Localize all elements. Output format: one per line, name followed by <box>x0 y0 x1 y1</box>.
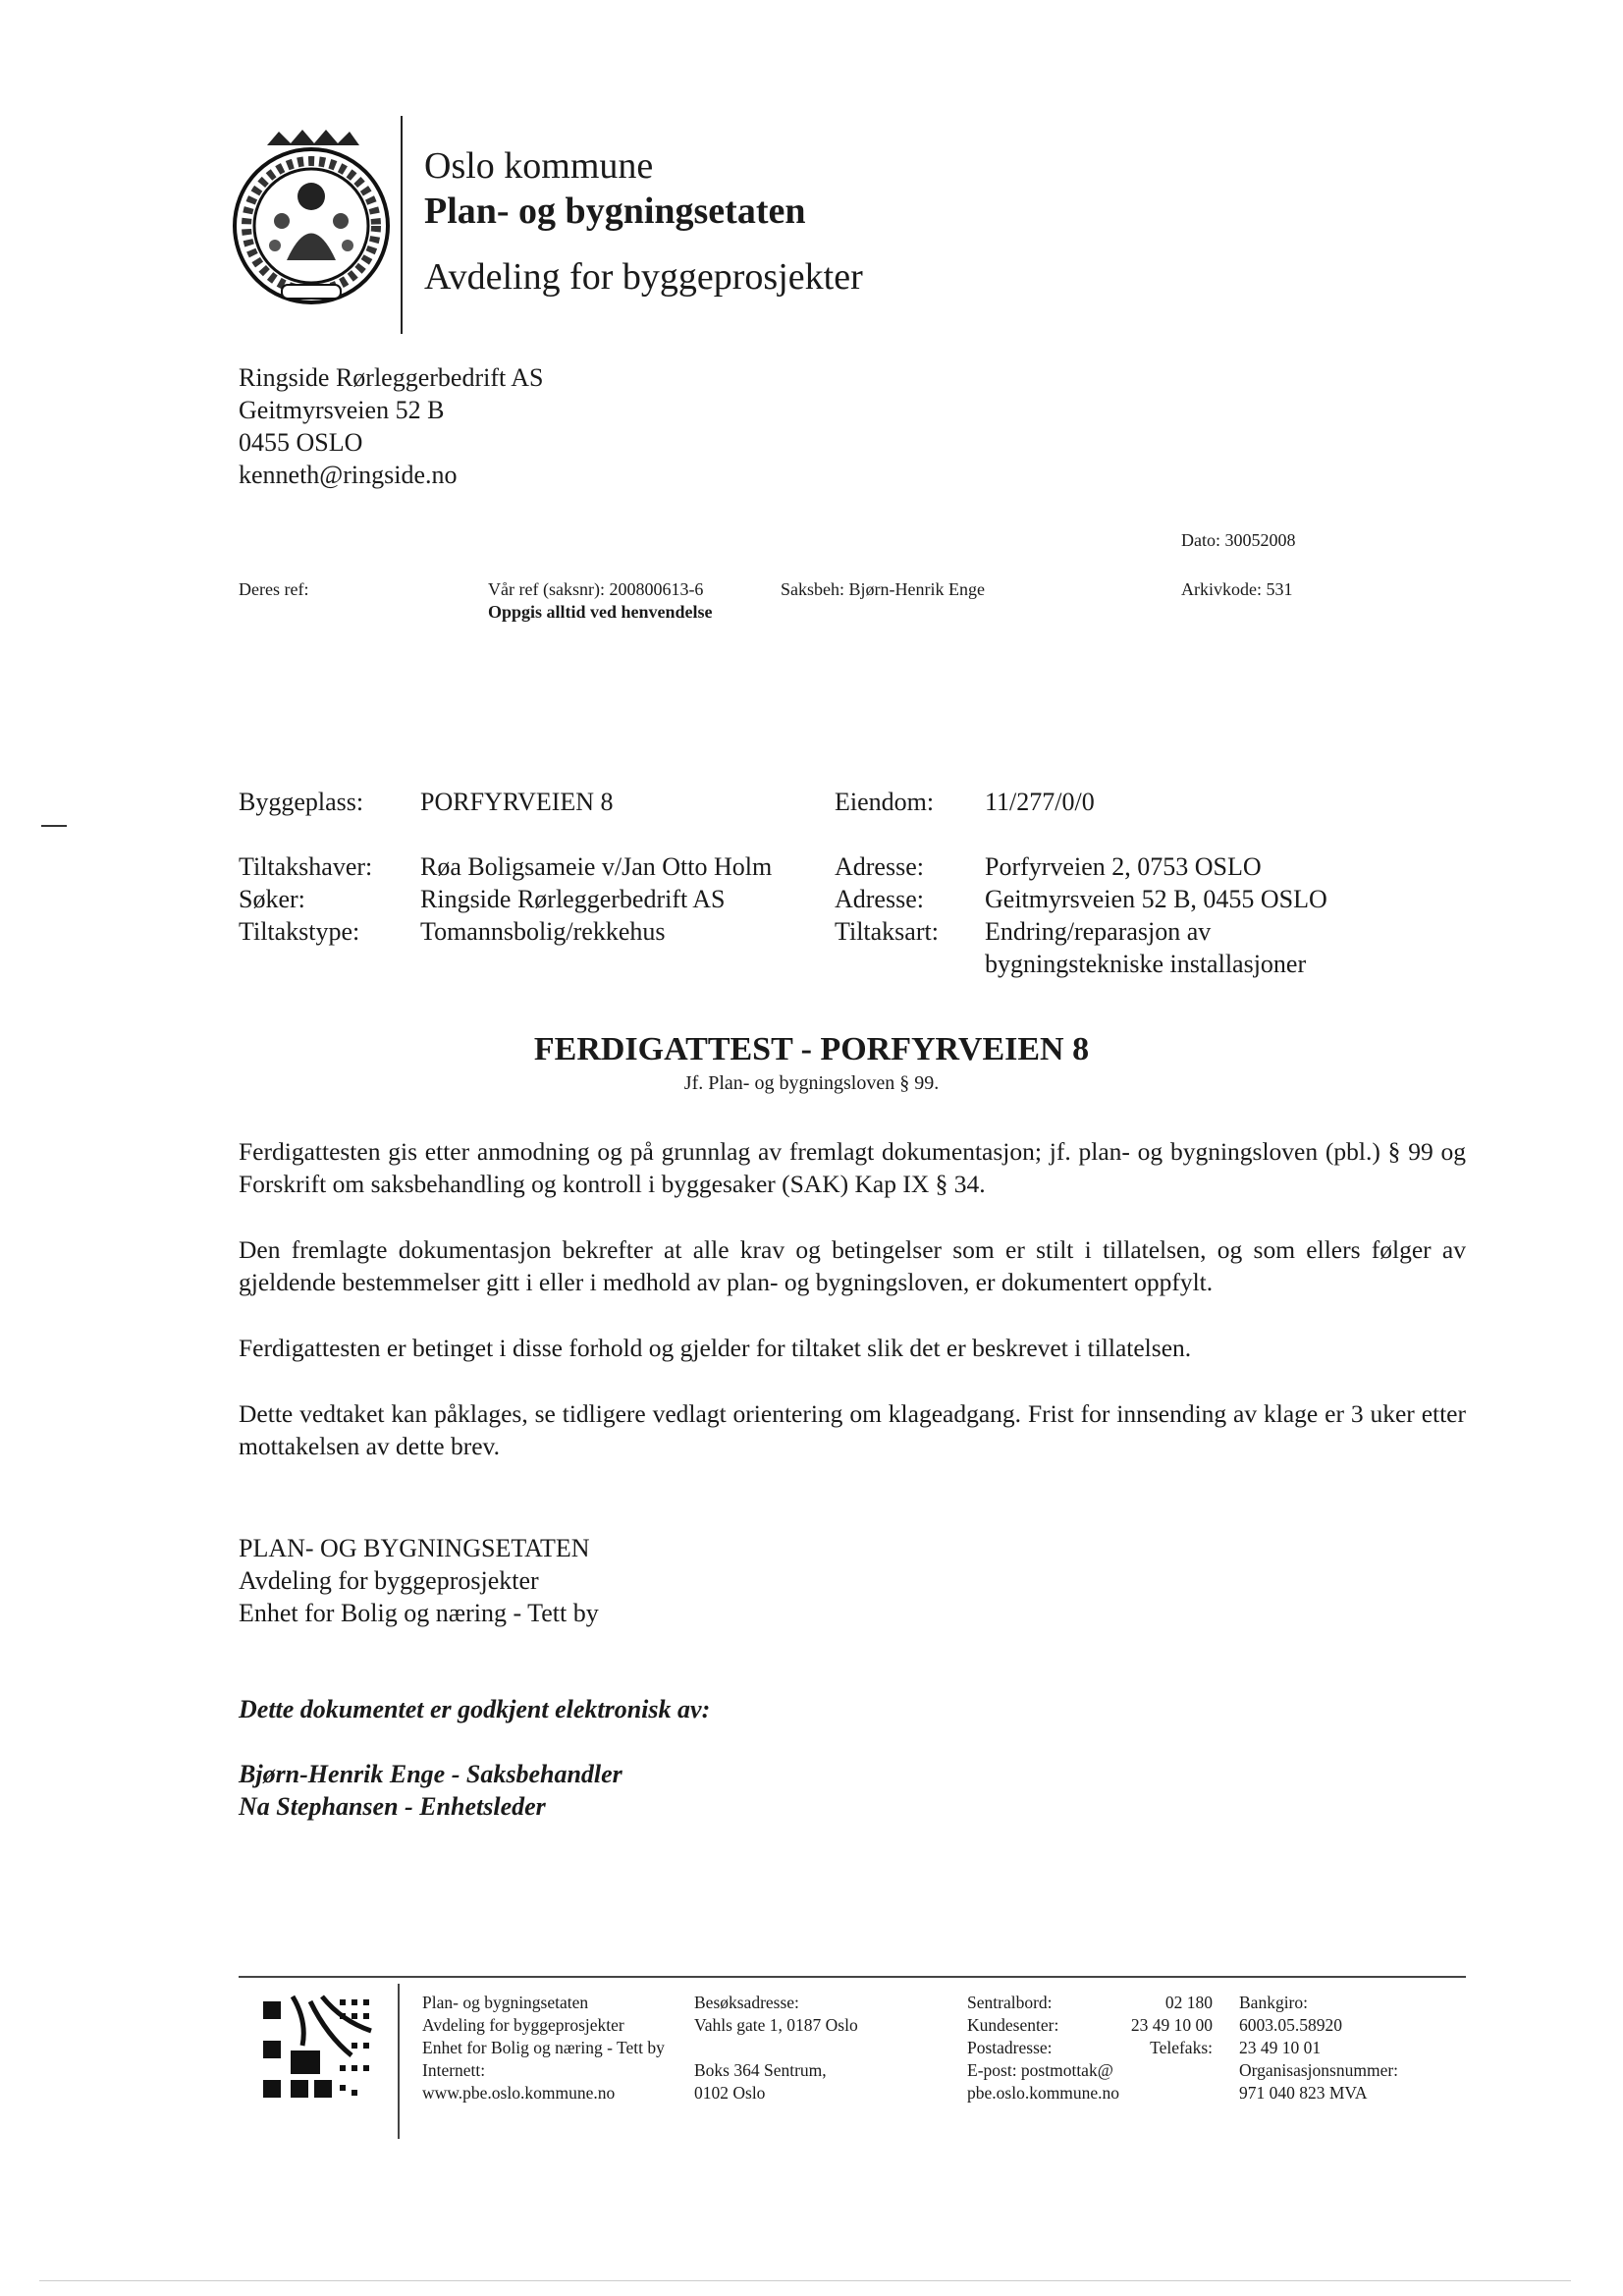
deres-ref: Deres ref: <box>239 579 309 599</box>
signer-1: Bjørn-Henrik Enge - Saksbehandler <box>239 1760 622 1788</box>
fold-mark <box>41 825 67 827</box>
footer-col-3b <box>1105 1992 1213 2059</box>
value-tiltaksart-2: bygningstekniske installasjoner <box>985 950 1307 978</box>
value-tiltaksart-1: Endring/reparasjon av <box>985 917 1212 946</box>
scan-edge <box>39 2280 1571 2281</box>
footer-col-4 <box>1239 1992 1398 2105</box>
recipient-street: Geitmyrsveien 52 B <box>239 396 445 424</box>
dept-name: Plan- og bygningsetaten <box>424 191 806 232</box>
footer-c2-3: Boks 364 Sentrum, <box>694 2060 827 2080</box>
footer-c2-1: Vahls gate 1, 0187 Oslo <box>694 2015 858 2035</box>
paragraph-3: Ferdigattesten er betinget i disse forhold og gjelder for tiltaket slik det er beskrevet i tillatelsen. <box>239 1334 1192 1362</box>
oslo-seal-logo <box>228 128 395 309</box>
value-byggeplass: PORFYRVEIEN 8 <box>420 788 614 816</box>
footer-col-2 <box>694 1992 858 2105</box>
footer-c4-0: Bankgiro: <box>1239 1993 1308 2012</box>
sig-line-3: Enhet for Bolig og næring - Tett by <box>239 1599 599 1627</box>
footer-c2-0: Besøksadresse: <box>694 1993 799 2012</box>
footer-c2-2 <box>694 2037 858 2059</box>
footer-c3-4[interactable]: pbe.oslo.kommune.no <box>967 2083 1120 2103</box>
oppgis-note: Oppgis alltid ved henvendelse <box>488 602 713 622</box>
org-name: Oslo kommune <box>424 145 654 187</box>
paragraph-2: Den fremlagte dokumentasjon bekrefter at alle krav og betingelser som er stilt i tillatelsen, og som ellers følger av gjeldende bestemmelser gitt i eller i medhold av plan- og bygningsloven, er dokumentert oppfylt. <box>239 1235 1466 1296</box>
label-eiendom: Eiendom: <box>835 788 935 816</box>
footer-c1-2: Enhet for Bolig og næring - Tett by <box>422 2038 665 2057</box>
pbe-logo-icon <box>263 1992 376 2109</box>
recipient-name: Ringside Rørleggerbedrift AS <box>239 363 544 392</box>
sig-line-1: PLAN- OG BYGNINGSETATEN <box>239 1534 590 1562</box>
recipient-email[interactable]: kenneth@ringside.no <box>239 461 458 489</box>
value-eiendom: 11/277/0/0 <box>985 788 1095 816</box>
label-tiltakshaver: Tiltakshaver: <box>239 852 373 881</box>
footer-c3-2: Postadresse: <box>967 2038 1053 2057</box>
footer-website-link[interactable]: www.pbe.oslo.kommune.no <box>422 2083 616 2103</box>
header-divider <box>401 116 403 334</box>
footer-c3b-0: 02 180 <box>1164 1993 1213 2012</box>
footer-c4-3: Organisasjonsnummer: <box>1239 2060 1399 2080</box>
footer-col-1 <box>422 1992 665 2105</box>
label-tiltakstype: Tiltakstype: <box>239 917 360 946</box>
footer-c3-3[interactable]: E-post: postmottak@ <box>967 2060 1113 2080</box>
value-adresse-1: Porfyrveien 2, 0753 OSLO <box>985 852 1262 881</box>
footer-c4-4: 971 040 823 MVA <box>1239 2083 1368 2103</box>
footer-c3b-2: Telefaks: <box>1150 2038 1213 2057</box>
value-tiltakshaver: Røa Boligsameie v/Jan Otto Holm <box>420 852 773 881</box>
unit-name: Avdeling for byggeprosjekter <box>424 256 863 298</box>
label-adresse-1: Adresse: <box>835 852 924 881</box>
date: Dato: 30052008 <box>1181 530 1296 550</box>
footer-c2-4: 0102 Oslo <box>694 2083 766 2103</box>
arkivkode: Arkivkode: 531 <box>1181 579 1293 599</box>
label-byggeplass: Byggeplass: <box>239 788 364 816</box>
footer-c3-1: Kundesenter: <box>967 2015 1059 2035</box>
footer-c1-3: Internett: <box>422 2060 486 2080</box>
saksbehandler: Saksbeh: Bjørn-Henrik Enge <box>781 579 985 599</box>
value-tiltakstype: Tomannsbolig/rekkehus <box>420 917 666 946</box>
footer-c3b-1: 23 49 10 00 <box>1130 2015 1213 2035</box>
signer-2: Na Stephansen - Enhetsleder <box>239 1792 546 1821</box>
value-soker: Ringside Rørleggerbedrift AS <box>420 885 726 913</box>
label-adresse-2: Adresse: <box>835 885 924 913</box>
footer-c1-0: Plan- og bygningsetaten <box>422 1993 589 2012</box>
paragraph-4: Dette vedtaket kan påklages, se tidligere vedlagt orientering om klageadgang. Frist for innsending av klage er 3 uker etter mottakelsen av dette brev. <box>239 1399 1466 1460</box>
sig-line-2: Avdeling for byggeprosjekter <box>239 1566 539 1595</box>
document-title: FERDIGATTEST - PORFYRVEIEN 8 <box>533 1031 1090 1067</box>
document-subtitle: Jf. Plan- og bygningsloven § 99. <box>683 1072 940 1094</box>
var-ref: Vår ref (saksnr): 200800613-6 <box>488 579 704 599</box>
footer-c4-2: 23 49 10 01 <box>1239 2038 1322 2057</box>
approval-note: Dette dokumentet er godkjent elektronisk av: <box>239 1695 711 1723</box>
label-tiltaksart: Tiltaksart: <box>835 917 939 946</box>
footer-col-3 <box>967 1992 1119 2105</box>
recipient-postal: 0455 OSLO <box>239 428 363 457</box>
footer-rule <box>239 1976 1466 1978</box>
footer-c3-0: Sentralbord: <box>967 1993 1053 2012</box>
footer-divider <box>398 1984 400 2139</box>
value-adresse-2: Geitmyrsveien 52 B, 0455 OSLO <box>985 885 1327 913</box>
footer-c1-1: Avdeling for byggeprosjekter <box>422 2015 624 2035</box>
paragraph-1: Ferdigattesten gis etter anmodning og på grunnlag av fremlagt dokumentasjon; jf. plan- og bygningsloven (pbl.) § 99 og Forskrift om saksbehandling og kontroll i byggesaker (SAK) Kap IX § 34. <box>239 1137 1466 1198</box>
label-soker: Søker: <box>239 885 305 913</box>
footer-c4-1: 6003.05.58920 <box>1239 2015 1342 2035</box>
